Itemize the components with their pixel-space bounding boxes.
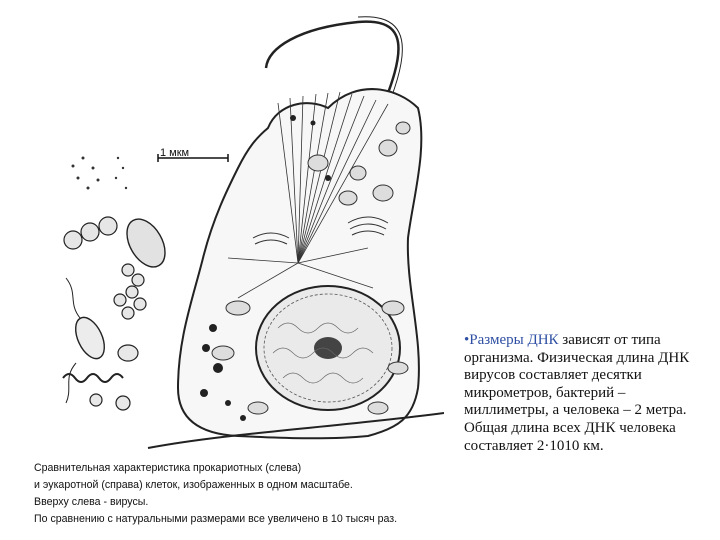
caption-line: Вверху слева - вирусы.: [34, 496, 149, 508]
caption-line: По сравнению с натуральными размерами все увеличено в 10 тысяч раз.: [34, 513, 398, 525]
cell-illustration: [28, 8, 444, 536]
dna-size-text: [464, 332, 696, 455]
caption-line: и эукаротной (справа) клеток, изображенных в одном масштабе.: [34, 479, 353, 491]
cell-drawing: [28, 8, 444, 458]
lead-phrase: Размеры ДНК: [469, 332, 559, 348]
scale-label: 1 мкм: [160, 147, 190, 159]
body-text: зависят от типа организма. Физическая длина ДНК вирусов составляет десятки микрометров, бактерий – миллиметры, а человека – 2 метра. Общая длина всех ДНК человека составляет 2·1010 км.: [464, 332, 690, 454]
bullet: •: [464, 332, 470, 348]
caption-line: Сравнительная характеристика прокариотных (слева): [34, 462, 302, 474]
figure-caption: [34, 460, 444, 528]
